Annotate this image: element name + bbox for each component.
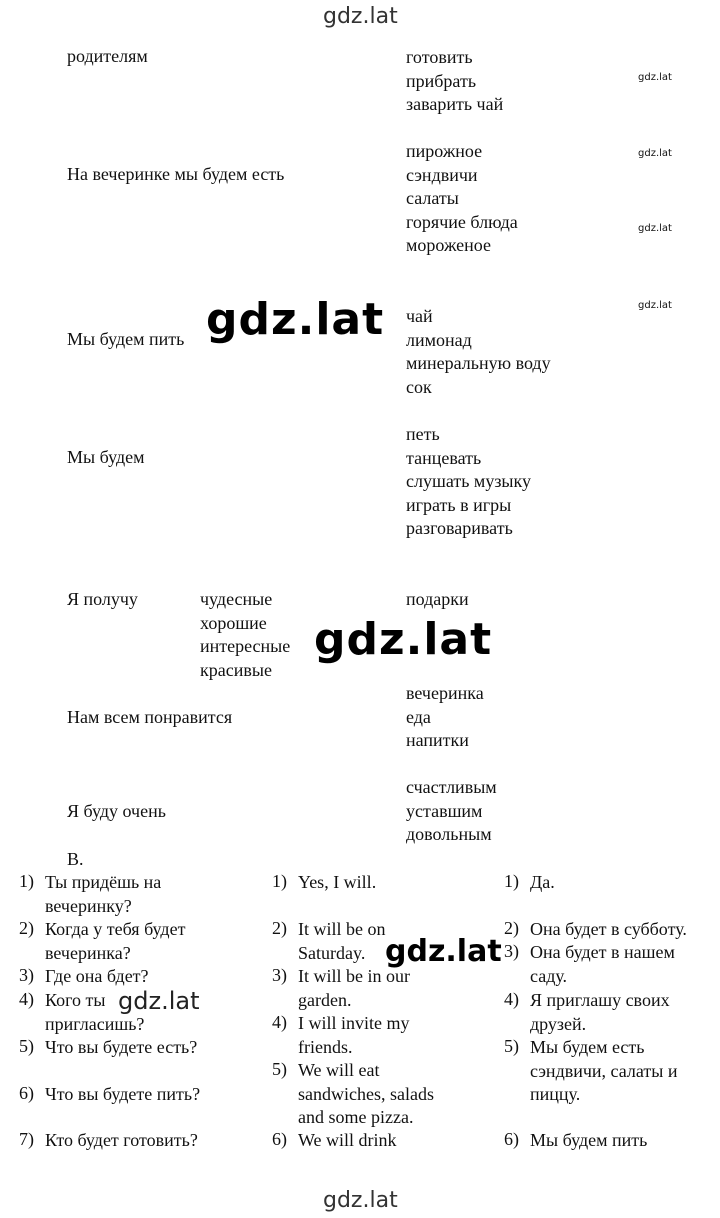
list-item: красивые (200, 659, 272, 680)
answer-line: саду. (530, 965, 568, 986)
part-b-label: B. (67, 849, 84, 869)
list-item: петь (406, 424, 440, 444)
answer-line: I will invite my (298, 1013, 410, 1033)
row-right-list (406, 423, 531, 541)
question-text (45, 989, 144, 1036)
answer-line: It will be on (298, 919, 386, 939)
answer-number: 3) (504, 941, 519, 961)
list-item: чудесные (200, 589, 273, 609)
list-item: танцевать (406, 447, 482, 468)
answer-number: 2) (272, 918, 287, 938)
answer-text (530, 941, 675, 988)
answer-text (298, 1012, 410, 1059)
question-text (45, 965, 149, 989)
watermark-big: gdz.lat (206, 294, 385, 345)
answer-line: sandwiches, salads (298, 1083, 434, 1104)
row-right-list (406, 46, 503, 117)
answer-line: Мы будем пить (530, 1130, 648, 1150)
answer-text (530, 1129, 647, 1153)
answer-line: garden. (298, 989, 352, 1010)
answer-line: Да. (530, 872, 555, 892)
answer-line: It will be in our (298, 966, 410, 986)
answer-number: 5) (504, 1036, 519, 1056)
question-line: вечеринку? (45, 895, 132, 916)
question-text (45, 1129, 198, 1153)
list-item: еда (406, 706, 431, 727)
question-number: 1) (19, 871, 34, 891)
question-number: 3) (19, 965, 34, 985)
answer-text (530, 1036, 678, 1107)
row-middle-list (200, 588, 290, 682)
answer-text (530, 989, 670, 1036)
list-item: хорошие (200, 612, 267, 633)
answer-number: 6) (504, 1129, 519, 1149)
row-left-text: Мы будем (67, 447, 145, 467)
answer-text (530, 871, 555, 895)
question-line: вечеринка? (45, 942, 131, 963)
list-item: вечеринка (406, 683, 484, 703)
list-item: счастливым (406, 777, 497, 797)
answer-number: 5) (272, 1059, 287, 1079)
answer-line: Мы будем есть (530, 1037, 645, 1057)
answer-line: and some pizza. (298, 1107, 414, 1127)
answer-number: 6) (272, 1129, 287, 1149)
question-text (45, 918, 185, 965)
list-item: интересные (200, 636, 291, 656)
question-line: Что вы будете есть? (45, 1037, 198, 1057)
question-number: 6) (19, 1083, 34, 1103)
question-text (45, 871, 161, 918)
answer-number: 3) (272, 965, 287, 985)
list-item: разговаривать (406, 518, 513, 538)
row-left-text: Я получу (67, 589, 138, 609)
list-item: напитки (406, 730, 469, 750)
answer-line: пиццу. (530, 1084, 581, 1104)
watermark-inline: gdz.lat (118, 987, 200, 1015)
answer-text (298, 871, 376, 895)
question-line: Что вы будете пить? (45, 1084, 201, 1104)
answer-number: 4) (272, 1012, 287, 1032)
answer-number: 4) (504, 989, 519, 1009)
row-left-text: Мы будем пить (67, 329, 185, 349)
row-left-text: Нам всем понравится (67, 707, 233, 727)
list-item: горячие блюда (406, 211, 518, 232)
row-right-list (406, 588, 469, 612)
list-item: лимонад (406, 329, 472, 350)
question-line: пригласишь? (45, 1013, 145, 1034)
list-item: прибрать (406, 70, 477, 91)
answer-text (298, 965, 410, 1012)
answer-text (298, 1059, 434, 1130)
list-item: подарки (406, 589, 469, 609)
question-number: 2) (19, 918, 34, 938)
row-right-list (406, 776, 497, 847)
watermark-small: gdz.lat (638, 300, 672, 311)
answer-line: Она будет в нашем (530, 942, 675, 962)
answer-line: friends. (298, 1036, 353, 1057)
answer-line: Saturday. (298, 942, 366, 963)
list-item: слушать музыку (406, 471, 532, 491)
row-left-text: На вечеринке мы будем есть (67, 164, 285, 184)
list-item: минеральную воду (406, 353, 551, 373)
question-line: Ты придёшь на (45, 872, 162, 892)
list-item: чай (406, 306, 433, 326)
watermark-mid: gdz.lat (385, 934, 502, 969)
watermark-small: gdz.lat (638, 72, 672, 83)
list-item: уставшим (406, 800, 483, 821)
watermark-small: gdz.lat (638, 223, 672, 234)
watermark-small: gdz.lat (638, 148, 672, 159)
answer-line: We will eat (298, 1060, 380, 1080)
answer-line: Она будет в субботу. (530, 919, 687, 939)
row-left-text: родителям (67, 46, 148, 66)
list-item: готовить (406, 47, 473, 67)
question-number: 7) (19, 1129, 34, 1149)
list-item: салаты (406, 188, 459, 208)
answer-text (298, 1129, 397, 1153)
list-item: играть в игры (406, 494, 512, 515)
row-left-text: Я буду очень (67, 801, 166, 821)
list-item: заварить чай (406, 94, 504, 114)
question-number: 4) (19, 989, 34, 1009)
watermark-top: gdz.lat (323, 4, 398, 29)
answer-text (298, 918, 386, 965)
question-line: Кто будет готовить? (45, 1130, 198, 1150)
list-item: мороженое (406, 235, 491, 255)
question-number: 5) (19, 1036, 34, 1056)
question-line: Где она бдет? (45, 966, 149, 986)
question-text (45, 1036, 197, 1060)
answer-number: 2) (504, 918, 519, 938)
row-right-list (406, 140, 518, 258)
answer-text (530, 918, 687, 942)
list-item: сок (406, 376, 432, 397)
answer-number: 1) (504, 871, 519, 891)
list-item: пирожное (406, 141, 483, 161)
list-item: сэндвичи (406, 164, 478, 185)
answer-line: Yes, I will. (298, 872, 377, 892)
row-right-list (406, 682, 484, 753)
answer-number: 1) (272, 871, 287, 891)
answer-line: We will drink (298, 1130, 397, 1150)
answer-line: Я приглашу своих (530, 990, 670, 1010)
list-item: довольным (406, 824, 492, 844)
row-right-list (406, 305, 551, 399)
watermark-bottom: gdz.lat (323, 1188, 398, 1213)
question-text (45, 1083, 200, 1107)
question-line: Когда у тебя будет (45, 919, 186, 939)
answer-line: сэндвичи, салаты и (530, 1060, 678, 1081)
watermark-big: gdz.lat (314, 614, 493, 665)
answer-line: друзей. (530, 1013, 587, 1034)
question-line: Кого ты (45, 990, 106, 1010)
